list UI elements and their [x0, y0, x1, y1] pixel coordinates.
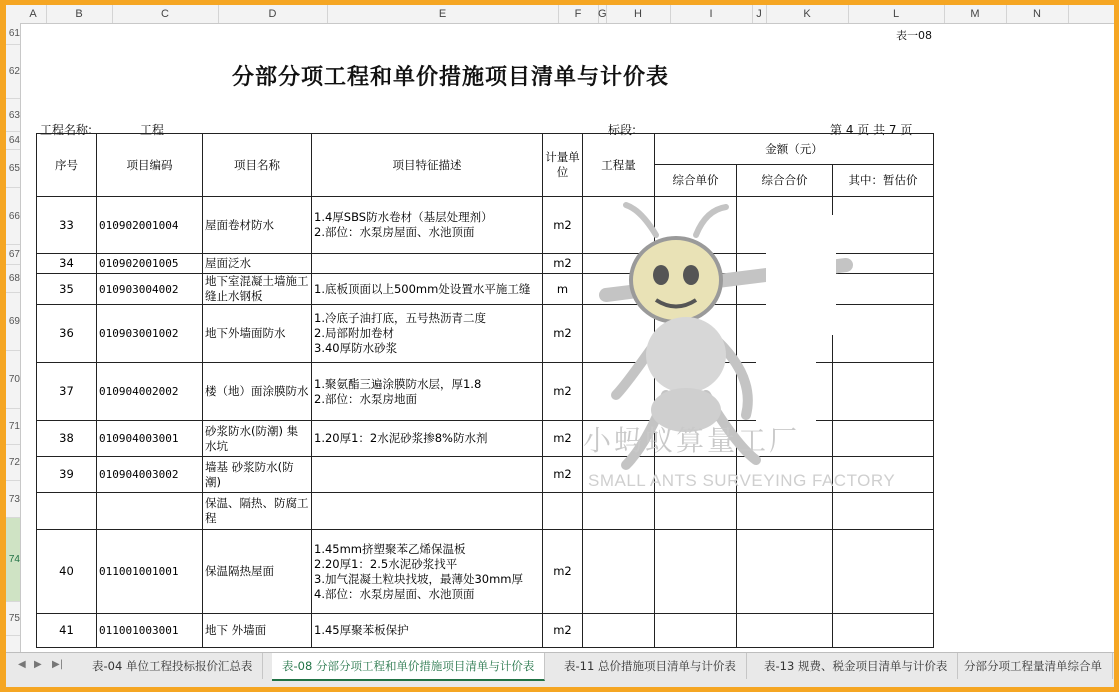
row-header-71[interactable]: 71: [6, 409, 20, 445]
cell-seq[interactable]: 38: [37, 421, 97, 457]
cell-feature[interactable]: 1.45mm挤塑聚苯乙烯保温板 2.20厚1：2.5水泥砂浆找平 3.加气混凝土粒块找坡，最薄处30mm厚 4.部位：水泵房屋面、水池顶面: [312, 530, 543, 614]
cell-unit[interactable]: m2: [543, 421, 583, 457]
header-unit: 计量单位: [543, 134, 583, 197]
row-header-67[interactable]: 67: [6, 245, 20, 265]
cell-unit[interactable]: [543, 493, 583, 530]
cell-unit[interactable]: m2: [543, 254, 583, 274]
row-header-65[interactable]: 65: [6, 150, 20, 188]
row-header-74[interactable]: 74: [6, 518, 20, 602]
header-seq: 序号: [37, 134, 97, 197]
cell-name[interactable]: 保温、隔热、防腐工程: [203, 493, 312, 530]
form-number: 表一08: [896, 29, 932, 42]
cell-seq[interactable]: 37: [37, 363, 97, 421]
cell-feature[interactable]: [312, 457, 543, 493]
row-header-70[interactable]: 70: [6, 351, 20, 409]
cell-feature[interactable]: 1.45厚聚苯板保护: [312, 614, 543, 648]
column-header-e[interactable]: E: [327, 5, 559, 23]
project-name-label: 工程名称:: [40, 123, 93, 137]
header-provisional: 其中：暂估价: [833, 165, 934, 197]
row-header-73[interactable]: 73: [6, 481, 20, 518]
cell-total-price[interactable]: [737, 614, 833, 648]
column-header-h[interactable]: H: [606, 5, 671, 23]
tab-scroll-left-icon[interactable]: ◀: [18, 659, 26, 670]
cell-feature[interactable]: 1.聚氨酯三遍涂膜防水层，厚1.8 2.部位：水泵房地面: [312, 363, 543, 421]
column-header-d[interactable]: D: [218, 5, 328, 23]
cell-feature[interactable]: 1.底板顶面以上500mm处设置水平施工缝: [312, 274, 543, 305]
column-header-f[interactable]: F: [558, 5, 599, 23]
cell-unit[interactable]: m2: [543, 614, 583, 648]
cell-code[interactable]: 010904003002: [97, 457, 203, 493]
row-header-61[interactable]: 61: [6, 23, 20, 45]
sheet-tab[interactable]: 分部分项工程量清单综合单: [954, 653, 1113, 679]
row-header-bar: [6, 23, 21, 653]
cell-name[interactable]: 保温隔热屋面: [203, 530, 312, 614]
cell-name[interactable]: 墙基 砂浆防水(防潮): [203, 457, 312, 493]
cell-seq[interactable]: 34: [37, 254, 97, 274]
tab-scroll-right-icon[interactable]: ▶: [34, 659, 42, 670]
cell-feature[interactable]: [312, 493, 543, 530]
sheet-tab-bar: [6, 652, 1114, 687]
cell-unit[interactable]: m2: [543, 197, 583, 254]
cell-seq[interactable]: [37, 493, 97, 530]
header-total-price: 综合合价: [737, 165, 833, 197]
cell-unit[interactable]: m2: [543, 457, 583, 493]
cell-seq[interactable]: 33: [37, 197, 97, 254]
cell-seq[interactable]: 35: [37, 274, 97, 305]
row-header-72[interactable]: 72: [6, 445, 20, 481]
cell-feature[interactable]: 1.冷底子油打底，五号热沥青二度 2.局部附加卷材 3.40厚防水砂浆: [312, 305, 543, 363]
column-header-c[interactable]: C: [112, 5, 219, 23]
cell-name[interactable]: 屋面泛水: [203, 254, 312, 274]
column-header-g[interactable]: G: [598, 5, 607, 23]
cell-name[interactable]: 地下外墙面防水: [203, 305, 312, 363]
cell-code[interactable]: 010902001004: [97, 197, 203, 254]
header-name: 项目名称: [203, 134, 312, 197]
watermark-en-text: SMALL ANTS SURVEYING FACTORY: [588, 471, 896, 490]
spreadsheet-window: [6, 5, 1114, 687]
cell-seq[interactable]: 41: [37, 614, 97, 648]
cell-name[interactable]: 砂浆防水(防潮) 集水坑: [203, 421, 312, 457]
cell-name[interactable]: 地下室混凝土墙施工缝止水钢板: [203, 274, 312, 305]
cell-code[interactable]: 010904002002: [97, 363, 203, 421]
cell-code[interactable]: 010903004002: [97, 274, 203, 305]
cell-code[interactable]: 011001003001: [97, 614, 203, 648]
header-quantity: 工程量: [583, 134, 655, 197]
page-title: 分部分项工程和单价措施项目清单与计价表: [232, 65, 670, 90]
cell-feature[interactable]: 1.4厚SBS防水卷材（基层处理剂） 2.部位：水泵房屋面、水池顶面: [312, 197, 543, 254]
column-header-m[interactable]: M: [944, 5, 1007, 23]
cell-code[interactable]: [97, 493, 203, 530]
row-header-66[interactable]: 66: [6, 188, 20, 245]
cell-quantity[interactable]: [583, 614, 655, 648]
page-info: 第 4 页 共 7 页: [830, 123, 913, 137]
cell-unit[interactable]: m: [543, 274, 583, 305]
cell-unit[interactable]: m2: [543, 530, 583, 614]
column-header-b[interactable]: B: [46, 5, 113, 23]
sheet-tab[interactable]: 表-04 单位工程投标报价汇总表: [82, 653, 263, 679]
cell-quantity[interactable]: [583, 530, 655, 614]
cell-code[interactable]: 010902001005: [97, 254, 203, 274]
cell-seq[interactable]: 36: [37, 305, 97, 363]
cell-code[interactable]: 010904003001: [97, 421, 203, 457]
table-row: [37, 530, 934, 614]
sheet-tab[interactable]: 表-08 分部分项工程和单价措施项目清单与计价表: [272, 653, 545, 681]
cell-unit[interactable]: m2: [543, 363, 583, 421]
cell-provisional[interactable]: [833, 614, 934, 648]
header-feature: 项目特征描述: [312, 134, 543, 197]
cell-seq[interactable]: 40: [37, 530, 97, 614]
column-header-l[interactable]: L: [848, 5, 945, 23]
sheet-tab[interactable]: 表-13 规费、税金项目清单与计价表: [754, 653, 958, 679]
header-unit-price: 综合单价: [655, 165, 737, 197]
cell-feature[interactable]: 1.20厚1：2水泥砂浆掺8%防水剂: [312, 421, 543, 457]
cell-total-price[interactable]: [737, 530, 833, 614]
row-header-69[interactable]: 69: [6, 293, 20, 351]
cell-unit-price[interactable]: [655, 614, 737, 648]
header-code: 项目编码: [97, 134, 203, 197]
column-header-bar: [6, 5, 1114, 24]
table-row: [37, 614, 934, 648]
cell-provisional[interactable]: [833, 530, 934, 614]
cell-unit[interactable]: m2: [543, 305, 583, 363]
row-header-62[interactable]: 62: [6, 45, 20, 99]
row-header-64[interactable]: 64: [6, 132, 20, 150]
section-label: 标段:: [608, 123, 637, 137]
cell-name[interactable]: 地下 外墙面: [203, 614, 312, 648]
cell-name[interactable]: 楼（地）面涂膜防水: [203, 363, 312, 421]
cell-unit-price[interactable]: [655, 530, 737, 614]
cell-code[interactable]: 010903001002: [97, 305, 203, 363]
watermark-cn-text: 小蚂蚁算量工厂: [583, 424, 801, 457]
cell-seq[interactable]: 39: [37, 457, 97, 493]
row-header-63[interactable]: 63: [6, 99, 20, 132]
column-header-j[interactable]: J: [752, 5, 767, 23]
column-header-i[interactable]: I: [670, 5, 753, 23]
cell-name[interactable]: 屋面卷材防水: [203, 197, 312, 254]
tab-scroll-last-icon[interactable]: ▶|: [52, 659, 64, 670]
row-header-68[interactable]: 68: [6, 265, 20, 293]
sheet-tab[interactable]: 表-11 总价措施项目清单与计价表: [554, 653, 747, 679]
cell-code[interactable]: 011001001001: [97, 530, 203, 614]
header-amount: 金额（元）: [655, 134, 934, 165]
row-header-75[interactable]: 75: [6, 602, 20, 636]
column-header-a[interactable]: A: [20, 5, 47, 23]
cell-feature[interactable]: [312, 254, 543, 274]
project-name-value: 工程: [140, 123, 165, 137]
column-header-n[interactable]: N: [1006, 5, 1069, 23]
column-header-k[interactable]: K: [766, 5, 849, 23]
